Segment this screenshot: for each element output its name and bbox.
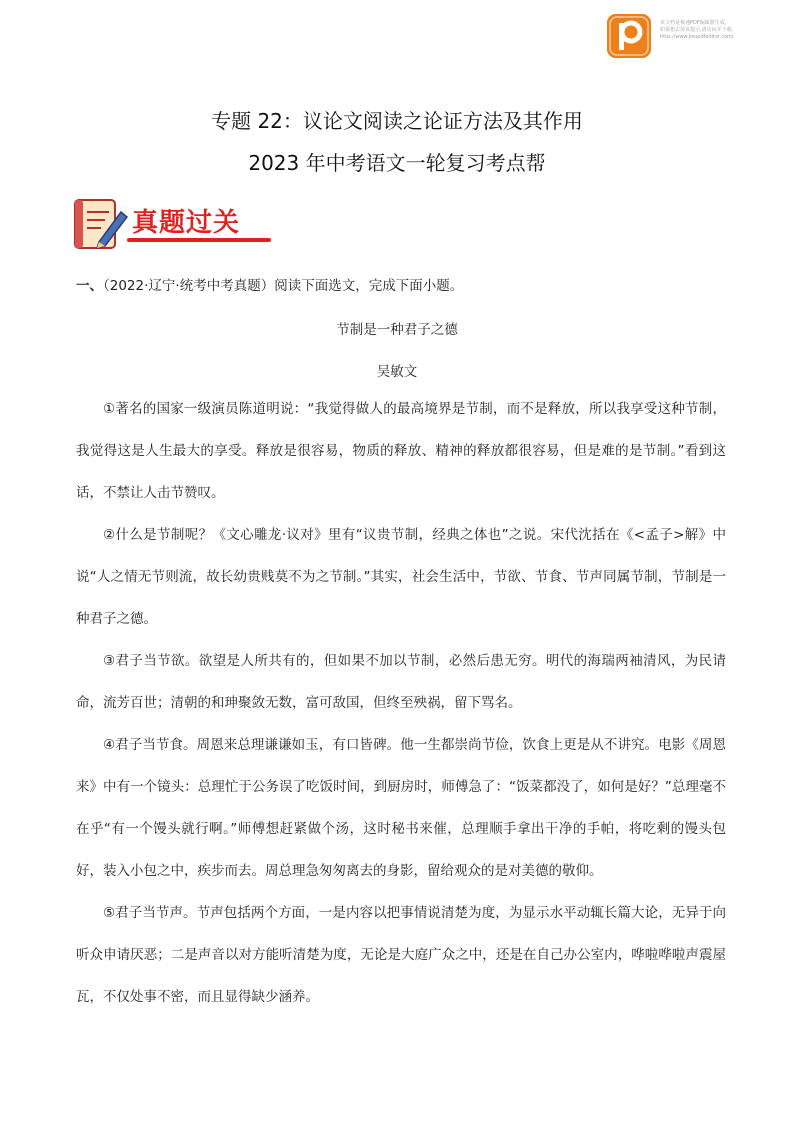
- section-badge: [73, 198, 273, 250]
- page-title: 专题 22：议论文阅读之论证方法及其作用: [211, 109, 583, 133]
- question-number: 一、: [76, 278, 103, 294]
- pdf-editor-logo: [607, 14, 651, 58]
- article-author: 吴敏文: [376, 364, 418, 380]
- question-heading: [76, 274, 463, 294]
- watermark-line: 如果想去掉该提示,请访问并下载:: [660, 27, 734, 33]
- watermark-line: http://www.jisupdfeditor.com/: [660, 34, 734, 40]
- editor-watermark: [660, 20, 788, 41]
- article-paragraph: ①著名的国家一级演员陈道明说：“我觉得做人的最高境界是节制，而不是释放，所以我享受这种节制，我觉得这是人生最大的享受。释放是很容易，物质的释放、精神的释放都很容易，但是难的是节制。”看到这话，不禁让人击节赞叹。: [76, 401, 726, 501]
- logo-p-icon: [607, 14, 651, 58]
- article-title: 节制是一种君子之德: [336, 322, 458, 338]
- article-paragraph: ③君子当节欲。欲望是人所共有的，但如果不加以节制，必然后患无穷。明代的海瑞两袖清风，为民请命，流芳百世；清朝的和珅聚敛无数，富可敌国，但终至殃祸，留下骂名。: [76, 653, 726, 711]
- article-paragraph: ④君子当节食。周恩来总理谦谦如玉，有口皆碑。他一生都崇尚节俭，饮食上更是从不讲究。电影《周恩来》中有一个镜头：总理忙于公务误了吃饭时间，到厨房时，师傅急了：“饭菜都没了，如何是好？”总理毫不在乎“有一个馒头就行啊。”师傅想赶紧做个汤，这时秘书来催，总理顺手拿出干净的手帕，将吃剩的馒头包好，装入小包之中，疾步而去。周总理急匆匆离去的身影，留给观众的是对美德的敬仰。: [76, 737, 726, 879]
- article-paragraph: ②什么是节制呢？《文心雕龙·议对》里有“议贵节制，经典之体也”之说。宋代沈括在《<孟子>解》中说“人之情无节则流，故长幼贵贱莫不为之节制。”其实，社会生活中，节欲、节食、节声同属节制，节制是一种君子之德。: [76, 527, 726, 627]
- question-source: （2022·辽宁·统考中考真题）阅读下面选文，完成下面小题。: [103, 278, 464, 294]
- article-paragraph: ⑤君子当节声。节声包括两个方面，一是内容以把事情说清楚为度，为显示水平动辄长篇大论，无异于向听众申请厌恶；二是声音以对方能听清楚为度，无论是大庭广众之中，还是在自己办公室内，哗啦哗啦声震屋瓦，不仅处事不密，而且显得缺少涵养。: [76, 905, 726, 1005]
- page-subtitle: 2023 年中考语文一轮复习考点帮: [248, 151, 546, 175]
- notebook-pencil-icon: [73, 198, 129, 250]
- badge-title: 真题过关: [132, 208, 241, 238]
- watermark-line: 该文档是极速PDF编辑器生成,: [660, 20, 727, 26]
- badge-underline: [127, 238, 271, 242]
